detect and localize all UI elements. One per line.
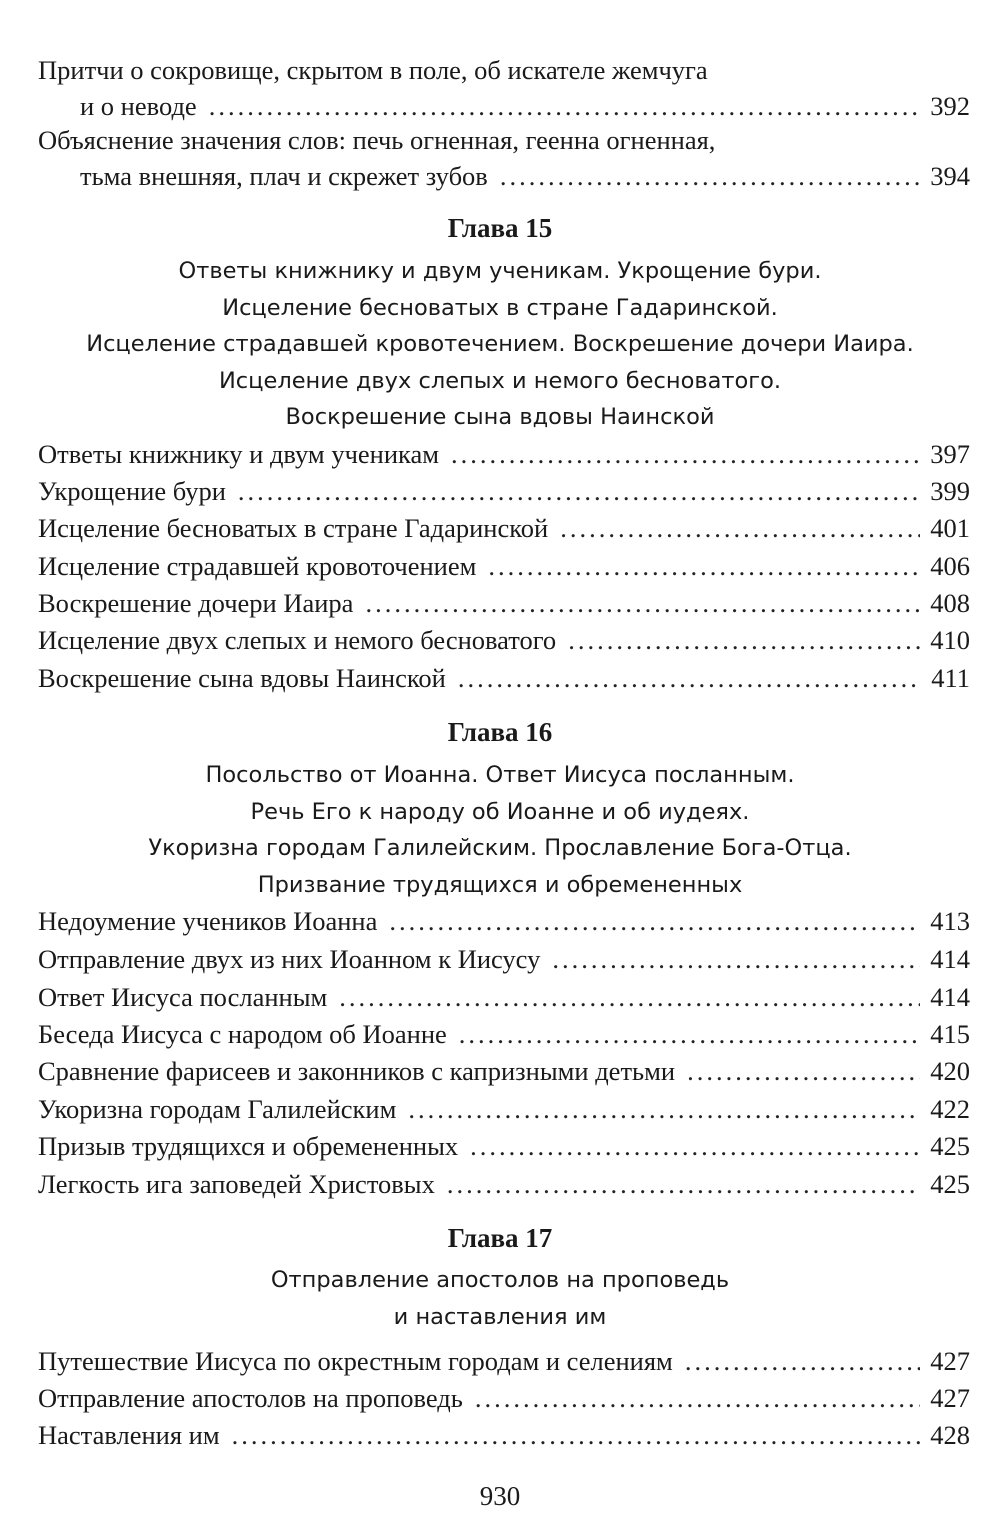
dot-leader — [470, 1128, 920, 1164]
chapter-title: Глава 16 — [447, 717, 553, 747]
dot-leader — [475, 1380, 920, 1416]
chapter-subtitle-line: и наставления им — [393, 1303, 607, 1330]
chapter-subtitle — [0, 757, 1000, 903]
toc-entry-page: 427 — [930, 1346, 970, 1376]
toc-entry[interactable] — [38, 941, 970, 977]
dot-leader — [458, 660, 920, 696]
toc-entry[interactable] — [38, 52, 970, 124]
toc-entry-text: Отправление двух из них Иоанном к Иисусу — [38, 944, 541, 974]
dot-leader — [560, 510, 920, 546]
toc-entry-text: Беседа Иисуса с народом об Иоанне — [38, 1019, 447, 1049]
toc-entry-text: Воскрешение сына вдовы Наинской — [38, 663, 446, 693]
toc-entry-page: 415 — [930, 1019, 970, 1049]
chapter-subtitle — [0, 253, 1000, 436]
toc-entry-page: 414 — [930, 944, 970, 974]
toc-entry[interactable] — [38, 979, 970, 1015]
toc-entry-text: Призыв трудящихся и обремененных — [38, 1131, 459, 1161]
toc-entry-text: Путешествие Иисуса по окрестным городам и селениям — [38, 1346, 673, 1376]
toc-entry[interactable] — [38, 660, 970, 696]
toc-entry-page: 392 — [930, 91, 970, 121]
dot-leader — [339, 979, 920, 1015]
toc-entry[interactable] — [38, 622, 970, 658]
chapter-subtitle-line: Посольство от Иоанна. Ответ Иисуса посланным. — [205, 762, 795, 788]
toc-entry[interactable] — [38, 1128, 970, 1164]
toc-entry-page: 397 — [930, 439, 970, 469]
toc-entry-text: Притчи о сокровище, скрытом в поле, об искателе жемчуга — [38, 55, 708, 85]
toc-entry-page: 420 — [930, 1056, 970, 1086]
dot-leader — [447, 1166, 920, 1202]
dot-leader — [232, 1417, 920, 1453]
toc-entry-page: 427 — [930, 1383, 970, 1413]
toc-entry-page: 422 — [930, 1094, 970, 1124]
chapter-subtitle-line: Исцеление бесноватых в стране Гадаринской. — [222, 294, 778, 321]
toc-entry-page: 414 — [930, 982, 970, 1012]
toc-entry-page: 394 — [930, 161, 970, 191]
toc-entry-page: 406 — [930, 551, 970, 581]
dot-leader — [488, 548, 920, 584]
toc-entry[interactable] — [38, 548, 970, 584]
toc-entry[interactable] — [38, 1091, 970, 1127]
toc-entry-text: Ответ Иисуса посланным — [38, 982, 328, 1012]
toc-entry-page: 410 — [930, 625, 970, 655]
toc-entry-page: 411 — [931, 663, 970, 693]
toc-entry-page: 425 — [930, 1169, 970, 1199]
toc-entry[interactable] — [38, 1417, 970, 1453]
dot-leader — [459, 1016, 920, 1052]
dot-leader — [568, 622, 920, 658]
toc-entry-text: Недоумение учеников Иоанна — [38, 906, 378, 936]
dot-leader — [451, 436, 920, 472]
toc-entry[interactable] — [38, 1016, 970, 1052]
chapter-subtitle-line: Исцеление двух слепых и немого бесноватого. — [218, 367, 782, 394]
toc-entry-page: 413 — [930, 906, 970, 936]
page-number: 930 — [479, 1481, 521, 1511]
toc-entry-page: 425 — [930, 1131, 970, 1161]
dot-leader — [389, 903, 920, 939]
toc-entry-page: 399 — [930, 476, 970, 506]
toc-entry-page: 408 — [930, 588, 970, 618]
chapter-title: Глава 17 — [447, 1223, 553, 1253]
chapter-subtitle — [0, 1262, 1000, 1335]
toc-entry[interactable] — [38, 585, 970, 621]
chapter-subtitle-line: Укоризна городам Галилейским. Прославление Бога-Отца. — [148, 835, 852, 861]
toc-entry[interactable] — [38, 1053, 970, 1089]
toc-entry-text: Исцеление двух слепых и немого бесноватого — [38, 625, 557, 655]
dot-leader — [687, 1053, 920, 1089]
toc-entry-text: Отправление апостолов на проповедь — [38, 1383, 463, 1413]
chapter-subtitle-line: Призвание трудящихся и обремененных — [257, 871, 743, 898]
toc-entry[interactable] — [38, 122, 970, 194]
toc-entry-text: Укрощение бури — [38, 476, 226, 506]
toc-entry[interactable] — [38, 1380, 970, 1416]
toc-entry[interactable] — [38, 903, 970, 939]
toc-entry-text: Ответы книжнику и двум ученикам — [38, 439, 440, 469]
toc-entry-page: 428 — [930, 1420, 970, 1450]
chapter-subtitle-line: Воскрешение сына вдовы Наинской — [285, 404, 715, 430]
toc-entry-text: Наставления им — [38, 1420, 220, 1450]
toc-entry[interactable] — [38, 510, 970, 546]
dot-leader — [209, 88, 920, 124]
dot-leader — [365, 585, 920, 621]
toc-entry-text: Исцеление бесноватых в стране Гадаринской — [38, 513, 549, 543]
toc-entry[interactable] — [38, 436, 970, 472]
toc-entry-text: Исцеление страдавшей кровоточением — [38, 551, 477, 581]
toc-entry[interactable] — [38, 473, 970, 509]
toc-entry[interactable] — [38, 1343, 970, 1379]
toc-entry[interactable] — [38, 1166, 970, 1202]
chapter-subtitle-line: Речь Его к народу об Иоанне и об иудеях. — [250, 798, 750, 825]
toc-entry-text: тьма внешняя, плач и скрежет зубов — [80, 161, 488, 191]
dot-leader — [408, 1091, 920, 1127]
chapter-subtitle-line: Ответы книжнику и двум ученикам. Укрощение бури. — [178, 258, 822, 284]
dot-leader — [685, 1343, 920, 1379]
chapter-subtitle-line: Отправление апостолов на проповедь — [270, 1267, 730, 1293]
toc-entry-text: Сравнение фарисеев и законников с капризными детьми — [38, 1056, 676, 1086]
toc-entry-text: Объяснение значения слов: печь огненная, геенна огненная, — [38, 125, 716, 155]
dot-leader — [238, 473, 920, 509]
toc-entry-text: Укоризна городам Галилейским — [38, 1094, 397, 1124]
dot-leader — [500, 158, 920, 194]
chapter-title: Глава 15 — [447, 213, 553, 243]
chapter-subtitle-line: Исцеление страдавшей кровотечением. Воскрешение дочери Иаира. — [86, 331, 914, 357]
toc-entry-text: Легкость ига заповедей Христовых — [38, 1169, 435, 1199]
dot-leader — [552, 941, 920, 977]
toc-entry-text: Воскрешение дочери Иаира — [38, 588, 354, 618]
toc-entry-text: и о неводе — [80, 91, 197, 121]
toc-entry-page: 401 — [930, 513, 970, 543]
